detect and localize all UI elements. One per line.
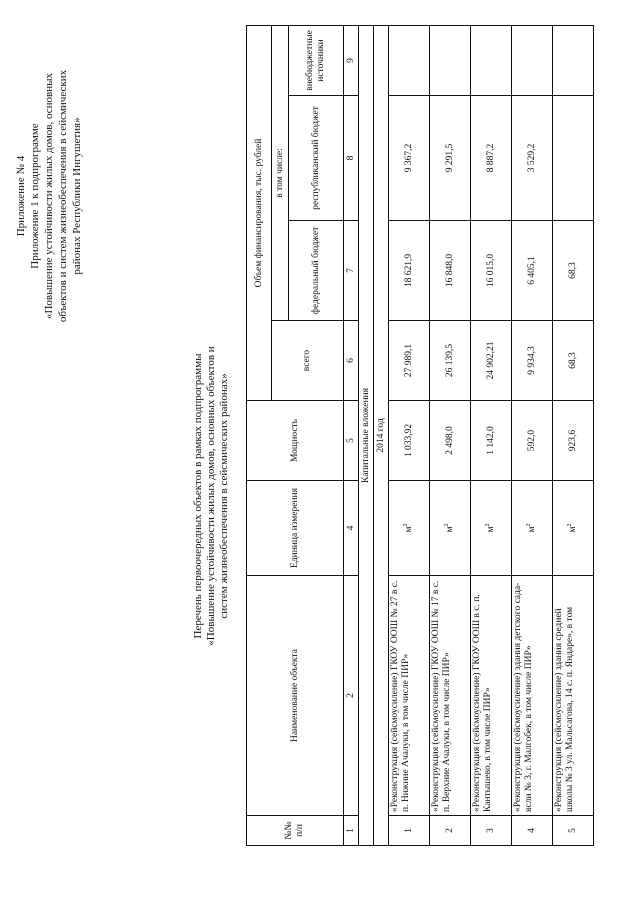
column-number: 8	[344, 96, 359, 221]
appendix-line: Приложение № 4	[15, 155, 27, 237]
header-federal: федеральный бюджет	[289, 221, 344, 321]
total-cell: 68,3	[553, 321, 594, 401]
capacity-cell: 1 033,92	[389, 401, 430, 481]
table-row	[430, 25, 471, 845]
appendix-line: районах Республики Ингушетия»	[71, 117, 83, 275]
row-number: 5	[553, 816, 594, 846]
unit-cell: $м^2$	[471, 481, 512, 576]
extra-cell	[430, 25, 471, 95]
header-republic: республиканский бюджет	[289, 96, 344, 221]
unit-text: м	[444, 526, 455, 533]
row-number: 4	[512, 816, 553, 846]
object-name: «Реконструкция (сейсмоусиление) ГКОУ ООШ № 17 в с. п. Верхние Ачалуки, в том числе ПИР»	[430, 576, 471, 816]
unit-text: м	[526, 526, 537, 533]
header-including: в том числе:	[272, 25, 289, 320]
header-num: №№ п/п	[247, 816, 344, 846]
capacity-cell: 1 142,0	[471, 401, 512, 481]
objects-table	[246, 25, 594, 846]
federal-cell: 16 015,0	[471, 221, 512, 321]
title-line: Перечень первоочередных объектов в рамках подпрограммы	[192, 353, 204, 639]
title-line: «Повышение устойчивости жилых домов, основных объектов и	[205, 346, 217, 646]
federal-cell: 18 621,9	[389, 221, 430, 321]
republic-cell: 9 291,5	[430, 96, 471, 221]
title-line: систем жизнеобеспечения в сейсмических районах»	[218, 373, 230, 619]
total-cell: 26 139,5	[430, 321, 471, 401]
republic-cell: 9 367,2	[389, 96, 430, 221]
appendix-line: объектов и систем жизнеобеспечения в сейсмических	[57, 69, 69, 323]
capacity-cell: 592,0	[512, 401, 553, 481]
unit-cell: $м^2$	[553, 481, 594, 576]
unit-cell: $м^2$	[430, 481, 471, 576]
year-row	[374, 25, 389, 845]
unit-cell: $м^2$	[389, 481, 430, 576]
table-row	[553, 25, 594, 845]
row-number: 2	[430, 816, 471, 846]
header-capacity: Мощность	[247, 401, 344, 481]
republic-cell: 3 529,2	[512, 96, 553, 221]
extra-cell	[471, 25, 512, 95]
column-number: 2	[344, 576, 359, 816]
header-unit: Единица измерения	[247, 481, 344, 576]
appendix-line: Приложение 1 к подпрограмме	[29, 123, 41, 269]
unit-text: м	[403, 526, 414, 533]
unit-text: м	[567, 526, 578, 533]
extra-cell	[553, 25, 594, 95]
capacity-cell: 2 498,0	[430, 401, 471, 481]
total-cell: 24 902,21	[471, 321, 512, 401]
republic-cell	[553, 96, 594, 221]
unit-cell: $м^2$	[512, 481, 553, 576]
header-name: Наименование объекта	[247, 576, 344, 816]
table-row	[389, 25, 430, 845]
federal-cell: 16 848,0	[430, 221, 471, 321]
republic-cell: 8 887,2	[471, 96, 512, 221]
row-number: 3	[471, 816, 512, 846]
object-name: «Реконструкция (сейсмоусиление) ГКОУ ООШ № 27 в с. п. Нижние Ачалуки, в том числе ПИР»	[389, 576, 430, 816]
header-extra: внебюджетные источники	[289, 25, 344, 95]
column-number: 9	[344, 25, 359, 95]
extra-cell	[512, 25, 553, 95]
table-row	[471, 25, 512, 845]
total-cell: 27 989,1	[389, 321, 430, 401]
column-number-row	[344, 25, 359, 845]
document-title	[192, 316, 231, 676]
table-row	[512, 25, 553, 845]
extra-cell	[389, 25, 430, 95]
appendix-line: «Повышение устойчивости жилых домов, основных	[43, 72, 55, 320]
column-number: 5	[344, 401, 359, 481]
rotated-document-page	[14, 26, 614, 886]
header-funding: Объем финансирования, тыс. рублей	[247, 25, 272, 400]
federal-cell: 6 405,1	[512, 221, 553, 321]
column-number: 4	[344, 481, 359, 576]
federal-cell: 68,3	[553, 221, 594, 321]
object-name: «Реконструкция (сейсмоусиление) ГКОУ ООШ в с. п. Кантышево, в том числе ПИР»	[471, 576, 512, 816]
total-cell: 9 934,3	[512, 321, 553, 401]
object-name: «Реконструкция (сейсмоусиление) здания средней школы № 3 ул. Мальсагова, 14 с. п. Яндаре», в том	[553, 576, 594, 816]
section-row	[359, 25, 374, 845]
header-total: всего	[272, 321, 344, 401]
year-title: 2014 год	[374, 25, 389, 845]
header-row	[247, 25, 272, 845]
object-name: «Реконструкция (сейсмоусиление) здания детского сада-ясли № 3, г. Малгобек, в том числе ПИР»	[512, 576, 553, 816]
column-number: 7	[344, 221, 359, 321]
column-number: 1	[344, 816, 359, 846]
row-number: 1	[389, 816, 430, 846]
unit-text: м	[485, 526, 496, 533]
capacity-cell: 923,6	[553, 401, 594, 481]
column-number: 6	[344, 321, 359, 401]
appendix-header	[14, 46, 84, 346]
section-title: Капитальные вложения	[359, 25, 374, 845]
